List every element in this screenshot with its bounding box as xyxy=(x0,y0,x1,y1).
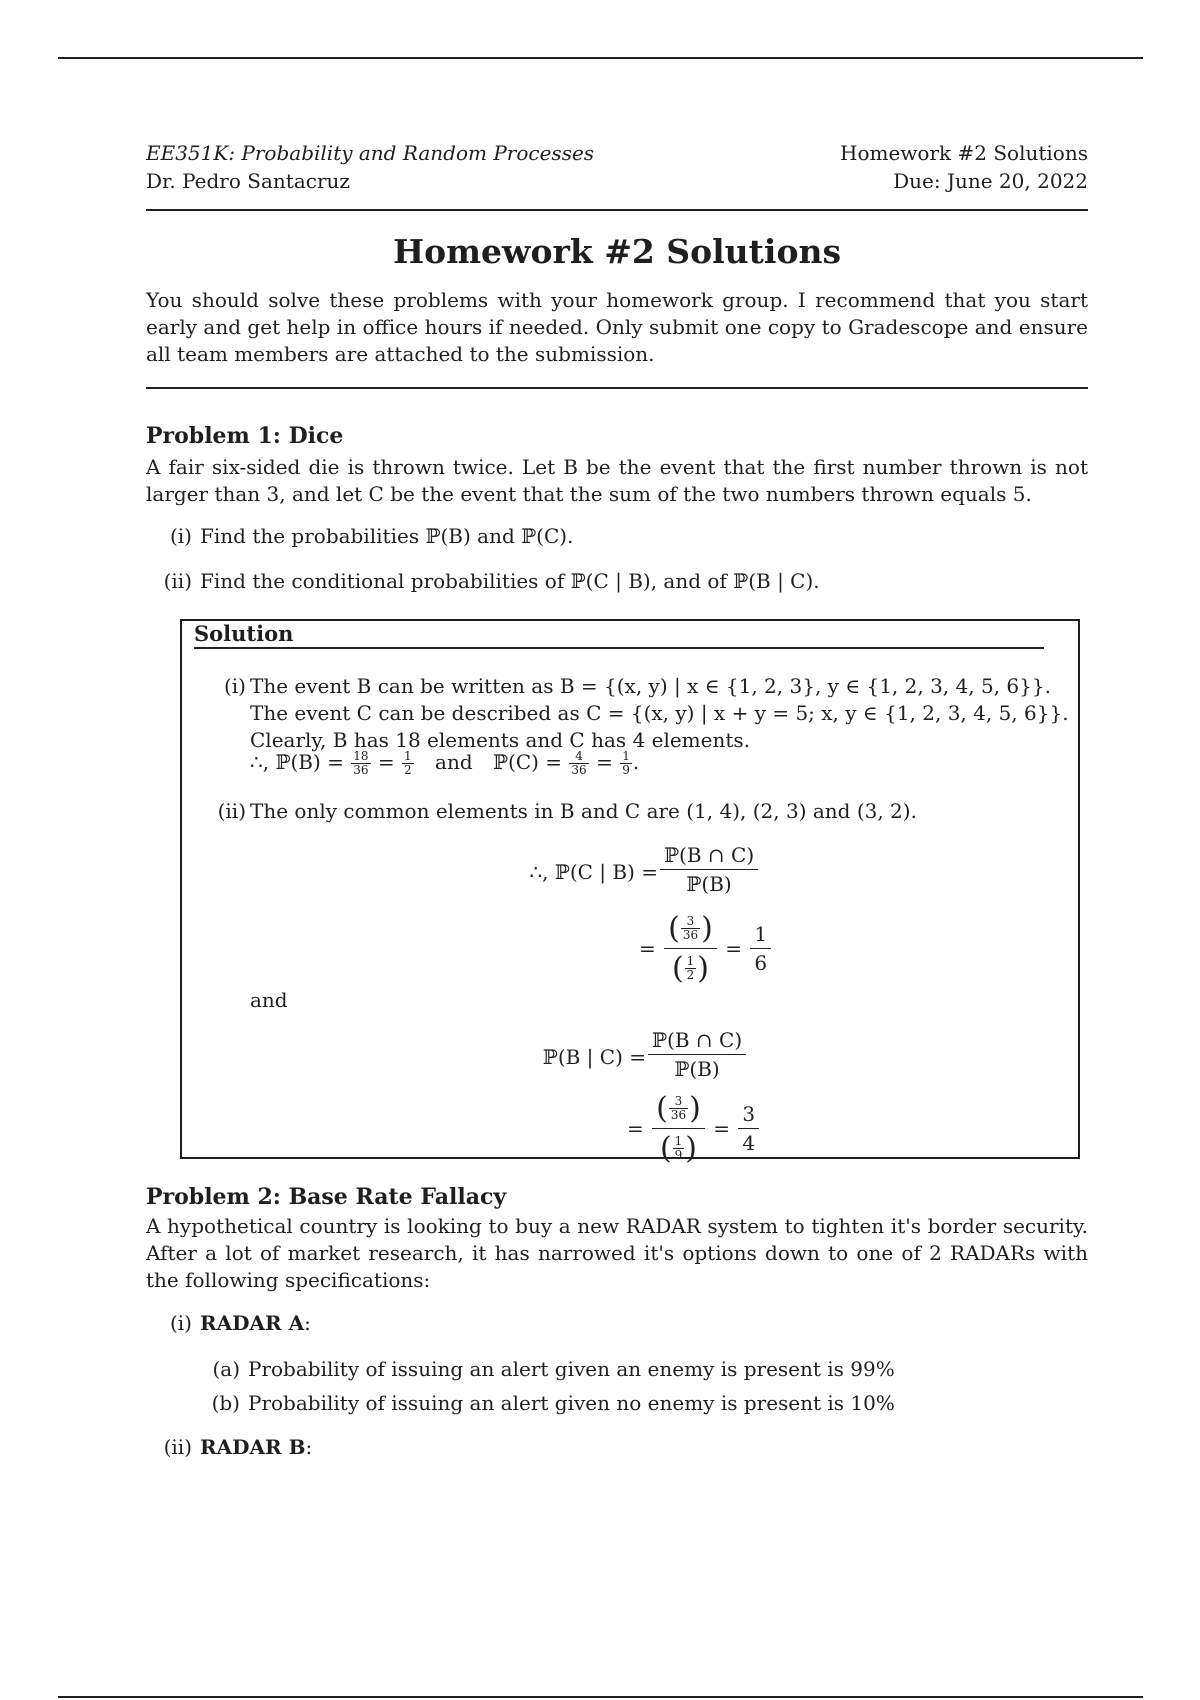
fraction-18-36 xyxy=(351,750,370,777)
result-numerator: 3 xyxy=(738,1102,759,1129)
inner-fraction xyxy=(681,915,700,942)
eq2-denominator: ℙ(B) xyxy=(674,1057,720,1081)
inner-fraction xyxy=(669,1095,688,1122)
inner-denominator: 2 xyxy=(686,968,695,982)
eq1-nested-fraction: ( $\frac{3}{36}$ ) ( $\frac{1}{2}$ ) xyxy=(664,911,717,986)
eq1-second-line: = ( $\frac{3}{36}$ ) ( $\frac{1}{2}$ ) = $\frac{1}{6}$ xyxy=(639,911,773,986)
solution-i-line2: The event C can be described as C = {(x, y) | x + y = 5; x, y ∈ {1, 2, 3, 4, 5, 6}}. xyxy=(250,701,1069,725)
part-text: Find the conditional probabilities of ℙ(C | B), and of ℙ(B | C). xyxy=(200,569,820,593)
pb-expression: ∴, ℙ(B) = xyxy=(250,750,344,774)
and-connector: and xyxy=(250,988,288,1012)
page-title: Homework #2 Solutions xyxy=(392,232,842,271)
result-numerator: 1 xyxy=(750,922,771,949)
solution-i-label: (i) xyxy=(223,674,246,698)
inner-denominator: 9 xyxy=(674,1148,683,1162)
radar-a-item: (i) RADAR A: xyxy=(146,1310,311,1337)
part-label: (i) xyxy=(169,524,192,548)
radar-a-subitem-b xyxy=(146,1390,895,1417)
inner-fraction xyxy=(673,1135,685,1162)
problem2-heading: Problem 2: Base Rate Fallacy xyxy=(146,1184,507,1210)
subitem-text: Probability of issuing an alert given an enemy is present is 99% xyxy=(248,1357,895,1381)
solution-ii-label: (ii) xyxy=(217,799,246,823)
part-label: (ii) xyxy=(163,569,192,593)
inner-denominator: 36 xyxy=(670,1108,687,1122)
eq1-denominator: ℙ(B) xyxy=(686,872,732,896)
problem1-heading: Problem 1: Dice xyxy=(146,423,344,449)
header-rule xyxy=(146,209,1088,211)
solution-i-line4: ∴, ℙ(B) = $\frac{18}{36}$ = $\frac{1}{2}$ and ℙ(C) = $\frac{4}{36}$ = $\frac{1}{9}$ . xyxy=(250,749,640,777)
assignment-name: Homework #2 Solutions xyxy=(840,141,1088,165)
radar-a-subitem-a xyxy=(146,1356,895,1383)
solution-i-line3: Clearly, B has 18 elements and C has 4 elements. xyxy=(250,728,751,752)
item-label: (i) xyxy=(169,1311,192,1335)
problem2-statement: A hypothetical country is looking to buy a new RADAR system to tighten it's border security. After a lot of market research, it has narrowed it's options down to one of 2 RADARs with the following specifications: xyxy=(146,1214,1088,1292)
numerator: 1 xyxy=(622,749,630,763)
eq1-fraction xyxy=(658,843,760,896)
eq1-result-fraction xyxy=(750,922,771,975)
bottom-page-rule xyxy=(58,1696,1143,1698)
numerator: 1 xyxy=(404,749,412,763)
top-page-rule xyxy=(58,57,1143,59)
denominator: 36 xyxy=(571,763,587,777)
item-label: (ii) xyxy=(163,1435,192,1459)
radar-b-name: RADAR B xyxy=(200,1435,306,1459)
numerator: 18 xyxy=(353,749,369,763)
problem1-part-i xyxy=(146,523,1088,550)
solution-box xyxy=(180,619,1080,1166)
subitem-text: Probability of issuing an alert given no enemy is present is 10% xyxy=(248,1391,895,1415)
result-denominator: 6 xyxy=(754,951,768,975)
denominator: 9 xyxy=(622,763,630,777)
course-name: EE351K: Probability and Random Processes xyxy=(146,141,595,165)
eq2-nested-fraction: ( $\frac{3}{36}$ ) ( $\frac{1}{9}$ ) xyxy=(652,1091,705,1166)
fraction-4-36 xyxy=(569,750,588,777)
eq1-numerator: ℙ(B ∩ C) xyxy=(660,843,758,870)
eq1-lhs: ∴, ℙ(C | B) = xyxy=(529,860,658,884)
inner-denominator: 36 xyxy=(682,928,699,942)
inner-numerator: 1 xyxy=(674,1134,683,1148)
solution-i-line1: The event B can be written as B = {(x, y) | x ∈ {1, 2, 3}, y ∈ {1, 2, 3, 4, 5, 6}}. xyxy=(250,674,1051,698)
eq2-second-line: = ( $\frac{3}{36}$ ) ( $\frac{1}{9}$ ) = $\frac{3}{4}$ xyxy=(627,1091,761,1166)
inner-numerator: 1 xyxy=(686,954,695,968)
eq2-lhs: ℙ(B | C) = xyxy=(542,1045,646,1069)
intro-rule xyxy=(146,387,1088,389)
denominator: 36 xyxy=(353,763,369,777)
fraction-1-2 xyxy=(402,750,414,777)
inner-numerator: 3 xyxy=(669,1095,688,1109)
solution-heading: Solution xyxy=(194,621,294,646)
radar-b-item: (ii) RADAR B: xyxy=(146,1434,312,1461)
solution-ii-line1: The only common elements in B and C are (1, 4), (2, 3) and (3, 2). xyxy=(250,799,917,823)
denominator: 2 xyxy=(404,763,412,777)
inner-numerator: 3 xyxy=(681,915,700,929)
problem1-statement: A fair six-sided die is thrown twice. Let B be the event that the first number thrown is not larger than 3, and let C be the event that the sum of the two numbers thrown equals 5. xyxy=(146,455,1088,506)
problem1-part-ii xyxy=(146,568,1088,595)
due-date: Due: June 20, 2022 xyxy=(893,169,1088,193)
inner-fraction xyxy=(685,955,697,982)
eq2-numerator: ℙ(B ∩ C) xyxy=(648,1028,746,1055)
pc-expression: ℙ(C) = xyxy=(493,750,563,774)
subitem-label: (b) xyxy=(211,1391,240,1415)
equals-sign: = xyxy=(596,750,613,774)
equals-sign: = xyxy=(377,750,395,774)
numerator: 4 xyxy=(569,750,588,764)
and-word: and xyxy=(435,750,473,774)
result-denominator: 4 xyxy=(742,1131,756,1155)
solution-heading-rule xyxy=(194,647,1044,649)
radar-a-name: RADAR A xyxy=(200,1311,305,1335)
subitem-label: (a) xyxy=(212,1357,240,1381)
fraction-1-9 xyxy=(620,750,632,777)
eq2-fraction xyxy=(646,1028,748,1081)
eq2-result-fraction xyxy=(738,1102,759,1155)
part-text: Find the probabilities ℙ(B) and ℙ(C). xyxy=(200,524,574,548)
intro-paragraph: You should solve these problems with your homework group. I recommend that you start early and get help in office hours if needed. Only submit one copy to Gradescope and ensure all team members are attached to the submission. xyxy=(146,288,1088,366)
instructor-name: Dr. Pedro Santacruz xyxy=(146,169,350,193)
